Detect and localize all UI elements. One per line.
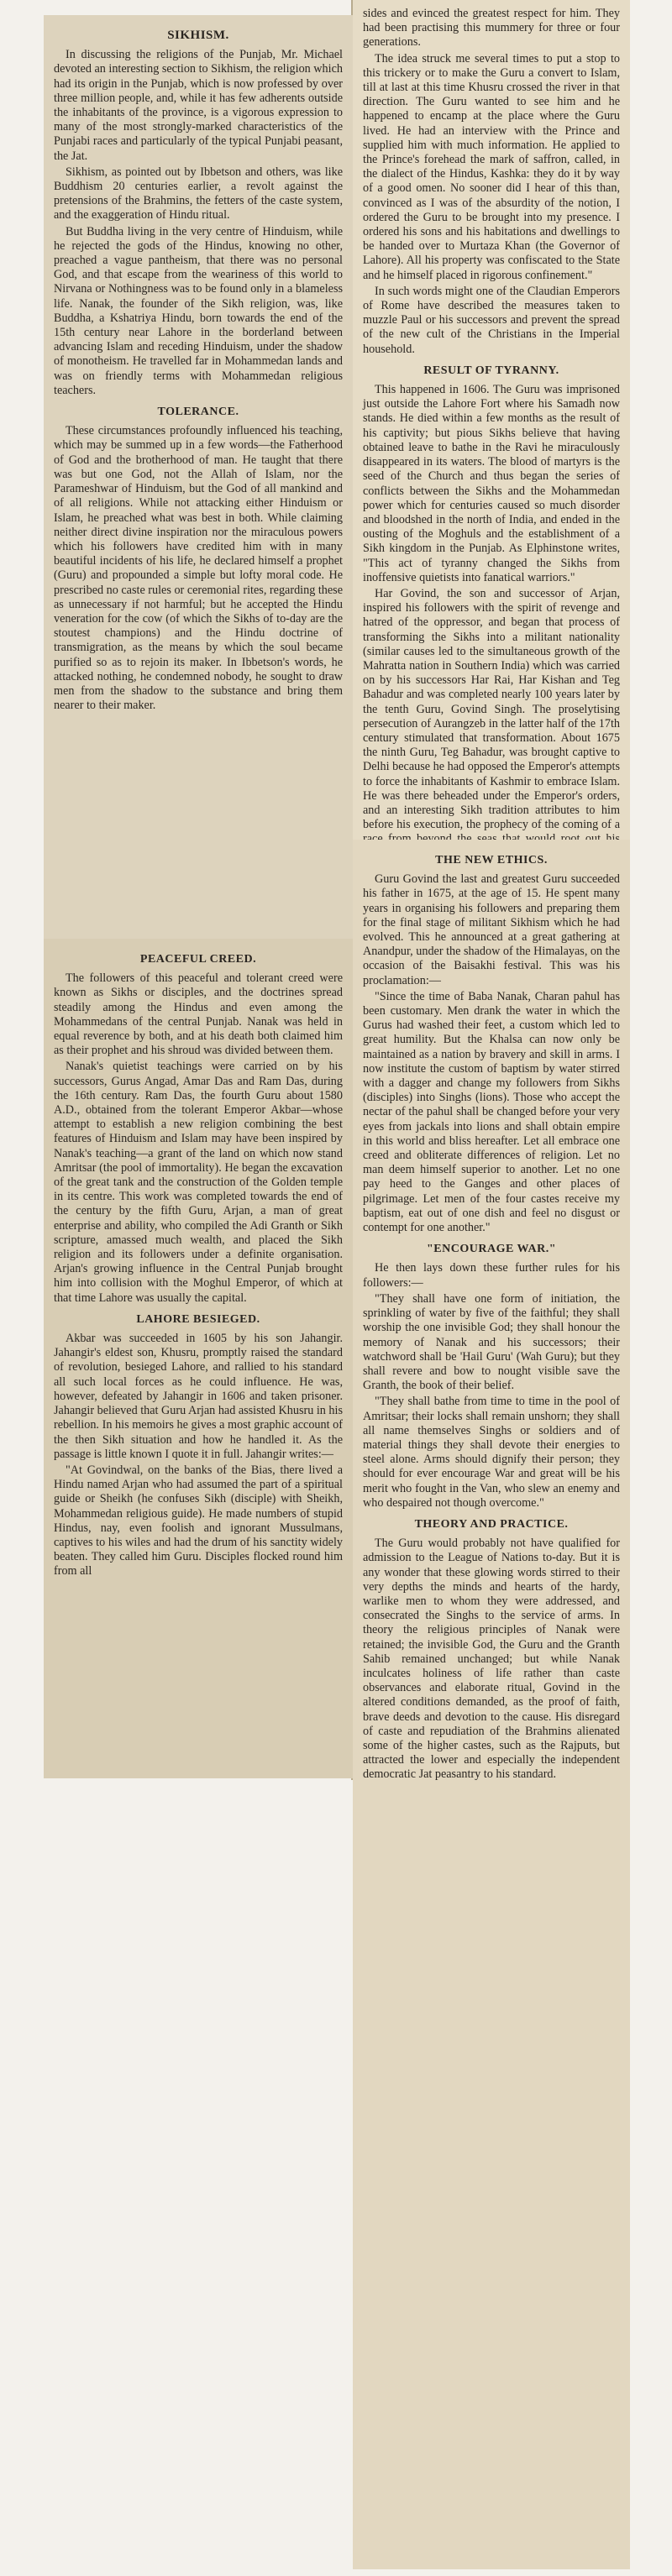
section-heading-result-of-tyranny: RESULT OF TYRANNY.	[423, 364, 559, 377]
paragraph: Akbar was succeeded in 1605 by his son Jahangir. Jahangir's eldest son, Khusru, promptly raised the standard of revolution, besieged Lahore, and rallied to his standard all such local forces as he could influence. He was, however, defeated by Jahangir in 1606 and taken prisoner. Jahangir believed that Guru Arjan had assisted Khusru in his rebellion. In his memoirs he gives a most graphic account of the then Sikh situation and how he handled it. As the passage is little known I quote it in full. Jahangir writes:—	[54, 1332, 343, 1461]
section-heading-tolerance: TOLERANCE.	[157, 406, 239, 419]
quotation-text: "Since the time of Baba Nanak, Charan pahul has been customary. Men drank the water in which the Gurus had washed their feet, a custom which led to great humility. But the Khalsa can now only be maintained as a nation by bravery and skill in arms. I now institute the custom of baptism by water stirred with a dagger and change my followers from Sikhs (disciples) into Singhs (lions). Those who accept the nectar of the pahul shall be changed before your very eyes from jackals into lions and shall obtain empire in this world and bliss hereafter. Let all embrace one creed and obliterate differences of religion. Let no man deem himself superior to another. Let no one pay heed to the Ganges and other places of pilgrimage. Let men of the four castes receive my baptism, eat out of one dish and feel no disgust or contempt for one another."	[363, 989, 620, 1235]
paragraph: He then lays down these further rules for his followers:—	[363, 1261, 620, 1290]
section-heading-peaceful-creed: PEACEFUL CREED.	[139, 953, 257, 966]
paragraph: Nanak's quietist teachings were carried on by his successors, Gurus Angad, Amar Das and Ram Das, during the 16th century. Ram Das, the fourth Guru about 1580 A.D., obtained from the tolerant Emperor Akbar—whose attempt to establish a new religion combining the best features of Hinduism and Islam may have been inspired by Nanak's teaching—a grant of the land on which now stand Amritsar (the pool of immortality). He began the excavation of the great tank and the construction of the Golden temple in its centre. This work was completed towards the end of the century by the fifth Guru, Arjan, a man of great enterprise and ability, who compiled the Adi Granth or Sikh scripture, amassed much wealth, and placed the Sikh religion and its followers under a definite organisation. Arjan's growing influence in the Central Punjab brought him into collision with the Moghul Emperor, of which at that time Lahore was usually the capital.	[54, 1060, 343, 1305]
paragraph: This happened in 1606. The Guru was imprisoned just outside the Lahore Fort where his Samadh now stands. He died within a few months as the result of his captivity; but pious Sikhs believe that having obtained leave to bathe in the Ravi he miraculously disappeared in its waters. The blood of martyrs is the seed of the Church and thus began the series of conflicts between the Sikhs and the Mohammedan power which for centuries caused so much disorder and bloodshed in the north of India, and ended in the ousting of the Moghuls and the establishment of a Sikh kingdom in the Punjab. As Elphinstone writes, "This act of tyranny changed the Sikhs from inoffensive quietists into fanatical warriors."	[363, 383, 620, 584]
paragraph: Guru Govind the last and greatest Guru succeeded his father in 1675, at the age of 15. He spent many years in organising his followers and preparing them for the final stage of militant Sikhism which he had evolved. This he announced at a great gathering at Anandpur, under the shadow of the Himalayas, on the occasion of the Baisakhi festival. This was his proclamation:—	[363, 872, 620, 987]
article-column-left-top	[44, 15, 353, 939]
quotation	[363, 990, 620, 1235]
quotation	[363, 1292, 620, 1511]
section-heading-lahore-besieged: LAHORE BESIEGED.	[136, 1312, 260, 1326]
section-heading-new-ethics: THE NEW ETHICS.	[435, 854, 548, 867]
quotation-text: "At Govindwal, on the banks of the Bias, there lived a Hindu named Arjan who had assumed the part of a spiritual guide or Sheikh (he confuses Sikh (disciple) with Sheikh, Mohammedan religious guide). He made numbers of stupid Hindus, nay, even foolish and ignorant Mussulmans, captives to his wiles and had the drum of his sanctity widely beaten. They called him Guru. Disciples flocked round him from all	[54, 1463, 343, 1579]
paragraph: sides and evinced the greatest respect for him. They had been practising this mummery for three or four generations.	[363, 7, 620, 50]
quotation-text: "They shall have one form of initiation, the sprinkling of water by five of the faithful; they shall worship the one invisible God; they shall honour the memory of Nanak and his successors; their watchword shall be 'Hail Guru' (Wah Guru); but they shall revere and bow to nought visible save the Granth, the book of their belief.	[363, 1291, 620, 1393]
paragraph: In such words might one of the Claudian Emperors of Rome have described the measures taken to muzzle Paul or his successors and prevent the spread of the new cult of the Christians in the Imperial household.	[363, 284, 620, 356]
article-column-right-bottom	[353, 840, 630, 2569]
article-column-left-bottom	[44, 939, 353, 1778]
article-column-right-top	[353, 0, 630, 840]
paragraph: But Buddha living in the very centre of Hinduism, while he rejected the gods of the Hindus, knowing no other, preached a vague pantheism, that there was no personal God, and that escape from the weariness of this world to Nirvana or Nothingness was to be found only in a blameless life. Nanak, the founder of the Sikh religion, was, like Buddha, a Kshatriya Hindu, born towards the end of the 15th century near Lahore in the borderland between advancing Islam and receding Hinduism, under the shadow of monotheism. He travelled far in Mohammedan lands and was on friendly terms with Mohammedan religious teachers.	[54, 224, 343, 397]
paragraph: The Guru would probably not have qualified for admission to the League of Nations to-day. But it is any wonder that these glowing words stirred to their very depths the minds and hearts of the hardy, warlike men to whom they were addressed, and consecrated the Singhs to the service of arms. In theory the religious principles of Nanak were retained; the invisible God, the Guru and the Granth Sahib remained unchanged; but while Nanak inculcates holiness of life rather than caste observances and elaborate ritual, Govind in the altered conditions demanded, as the proof of faith, brave deeds and devotion to the cause. His disregard of caste and repudiation of the Brahmins alienated some of the higher castes, such as the Rajputs, but attracted the lower and especially the independent democratic Jat peasantry to his standard.	[363, 1537, 620, 1782]
section-heading-sikhism: SIKHISM.	[167, 29, 229, 42]
section-heading-theory-and-practice: THEORY AND PRACTICE.	[414, 1517, 569, 1531]
paragraph: The idea struck me several times to put a stop to this trickery or to make the Guru a convert to Islam, till at last at this time Khusru crossed the river in that direction. The Guru wanted to see him and he happened to encamp at the place where the Guru lived. He had an interview with the Prince and supplied him with much information. He applied to the Prince's forehead the mark of saffron, called, in the dialect of the Hindus, Kashka: they do it by way of a good omen. No sooner did I hear of this than, convinced as I was of the absurdity of the notion, I ordered the Guru to be brought into my presence. I ordered his sons and his habitations and dwellings to be handed over to Murtaza Khan (the Governor of Lahore). All his property was confiscated to the State and he himself placed in rigorous confinement."	[363, 51, 620, 282]
quotation-text: "They shall bathe from time to time in the pool of Amritsar; their locks shall remain unshorn; they shall all name themselves Singhs or soldiers and of material things they shall devote their energies to steel alone. Arms should dignify their person; they should for ever encourage War and great will be his merit who fought in the Van, who slew an enemy and who despaired not though overcome."	[363, 1395, 620, 1510]
paragraph: In discussing the religions of the Punjab, Mr. Michael devoted an interesting section to Sikhism, the religion which had its origin in the Punjab, which is now professed by over three million people, and, while it has few adherents outside the inhabitants of the province, is a vigorous expression to many of the most strongly-marked characteristics of the Punjabi races and particularly of the typical Punjabi peasant, the Jat.	[54, 48, 343, 163]
paragraph: The followers of this peaceful and tolerant creed were known as Sikhs or disciples, and the doctrines spread steadily among the Hindus and even among the Mohammedans of the central Punjab. Nanak was held in equal reverence by both, and at his death both claimed him as their prophet and his shroud was divided between them.	[54, 971, 343, 1058]
section-heading-encourage-war: "ENCOURAGE WAR."	[427, 1243, 556, 1256]
paragraph: Sikhism, as pointed out by Ibbetson and others, was like Buddhism 20 centuries earlier, a revolt against the pretensions of the Brahmins, the fetters of the caste system, and the exaggeration of Hindu ritual.	[54, 165, 343, 223]
paragraph: These circumstances profoundly influenced his teaching, which may be summed up in a few words—the Fatherhood of God and the brotherhood of man. He taught that there was but one God, not the Allah of Islam, nor the Parameshwar of Hinduism, but the God of all mankind and of all religions. While not attacking either Hinduism or Islam, he preached what was best in both. While claiming neither direct divine inspiration nor the miraculous powers which his followers have credited him with in many beautiful incidents of his life, he declared himself a prophet (Guru) and propounded a simple but lofty moral code. He prescribed no caste rules or ceremonial rites, regarding these as unnecessary if not harmful; but he accepted the Hindu veneration for the cow (of which the Sikhs of to-day are the stoutest champions) and the Hindu doctrine of transmigration, as the means by which the soul became purified so as to rejoin its maker. In Ibbetson's words, he attacked nothing, he condemned nobody, he sought to draw men from the shadow to the substance and bring them nearer to their maker.	[54, 424, 343, 713]
paragraph: Har Govind, the son and successor of Arjan, inspired his followers with the spirit of revenge and hatred of the oppressor, and began that process of transforming the Sikhs into a militant nationality (similar causes led to the simultaneous growth of the Mahratta nation in Southern India) which was carried on by his successors Har Rai, Har Kishan and Teg Bahadur and was completed nearly 100 years later by the tenth Guru, Govind Singh. The proselytising persecution of Aurangzeb in the latter half of the 17th century stimulated that transformation. About 1675 the ninth Guru, Teg Bahadur, was brought captive to Delhi because he had opposed the Emperor's attempts to force the inhabitants of Kashmir to embrace Islam. He was there beheaded under the Emperor's orders, and an interesting Sikh tradition attributes to him before his execution, the prophecy of the coming of a	[363, 586, 620, 832]
quotation	[54, 1463, 343, 1579]
